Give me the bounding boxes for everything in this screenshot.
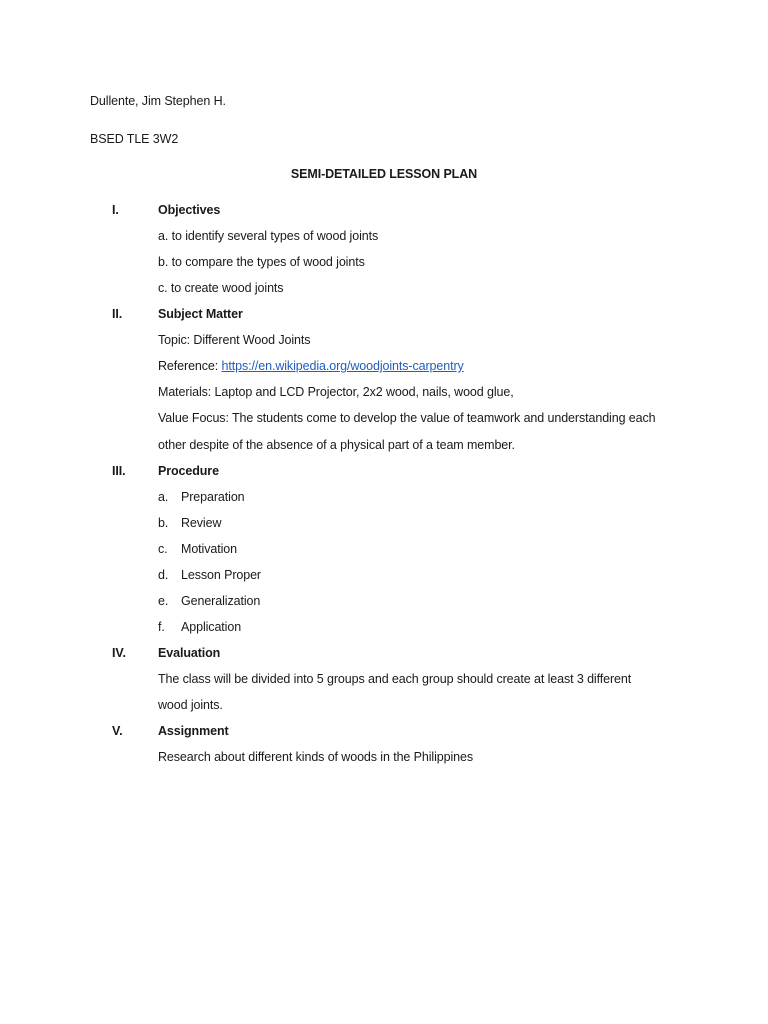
procedure-item-letter: e. <box>158 594 169 608</box>
procedure-item-letter: b. <box>158 516 169 530</box>
reference-link[interactable]: https://en.wikipedia.org/woodjoints-carpentry <box>221 359 464 373</box>
evaluation-text-line-2: wood joints. <box>158 698 223 712</box>
document-title: SEMI-DETAILED LESSON PLAN <box>290 167 478 181</box>
procedure-item-letter: a. <box>158 490 169 504</box>
course-section: BSED TLE 3W2 <box>90 132 179 146</box>
topic-line: Topic: Different Wood Joints <box>158 333 311 347</box>
procedure-item-text: Preparation <box>181 490 245 504</box>
procedure-heading: Procedure <box>158 464 219 478</box>
procedure-item-text: Lesson Proper <box>181 568 261 582</box>
reference-label: Reference: <box>158 359 222 373</box>
objectives-heading: Objectives <box>158 203 221 217</box>
procedure-item-letter: c. <box>158 542 168 556</box>
assignment-text: Research about different kinds of woods in the Philippines <box>158 750 474 764</box>
value-focus-line-1: Value Focus: The students come to develop the value of teamwork and understanding each <box>158 411 656 425</box>
procedure-item-letter: d. <box>158 568 169 582</box>
assignment-heading: Assignment <box>158 724 229 738</box>
assignment-numeral: V. <box>112 724 123 738</box>
procedure-item-text: Motivation <box>181 542 237 556</box>
objective-item: c. to create wood joints <box>158 281 284 295</box>
objectives-numeral: I. <box>112 203 119 217</box>
reference-line <box>158 358 464 374</box>
subject-matter-heading: Subject Matter <box>158 307 243 321</box>
evaluation-heading: Evaluation <box>158 646 221 660</box>
procedure-item-letter: f. <box>158 620 165 634</box>
subject-matter-numeral: II. <box>112 307 123 321</box>
evaluation-numeral: IV. <box>112 646 126 660</box>
student-name: Dullente, Jim Stephen H. <box>90 94 226 108</box>
evaluation-text-line-1: The class will be divided into 5 groups and each group should create at least 3 different <box>158 672 632 686</box>
procedure-item-text: Application <box>181 620 242 634</box>
procedure-numeral: III. <box>112 464 126 478</box>
objective-item: a. to identify several types of wood joints <box>158 229 379 243</box>
procedure-item-text: Generalization <box>181 594 261 608</box>
materials-line: Materials: Laptop and LCD Projector, 2x2 wood, nails, wood glue, <box>158 385 514 399</box>
procedure-item-text: Review <box>181 516 222 530</box>
objective-item: b. to compare the types of wood joints <box>158 255 365 269</box>
value-focus-line-2: other despite of the absence of a physical part of a team member. <box>158 438 515 452</box>
